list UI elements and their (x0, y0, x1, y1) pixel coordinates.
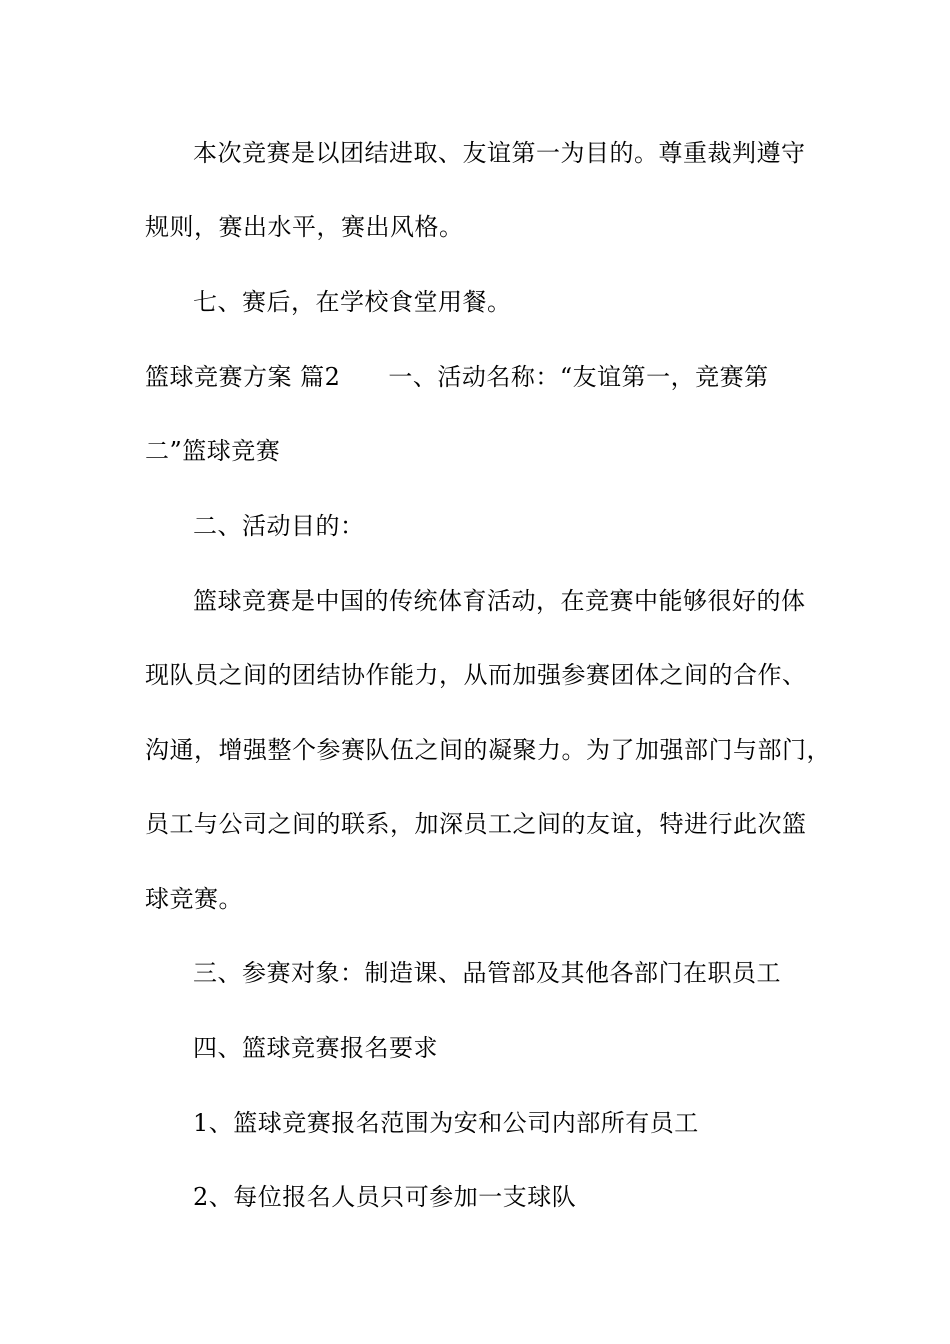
paragraph-line: 现队员之间的团结协作能力，从而加强参赛团体之间的合作、 (145, 661, 807, 689)
paragraph-line: 规则，赛出水平，赛出风格。 (145, 213, 464, 241)
paragraph-line: 员工与公司之间的联系，加深员工之间的友谊，特进行此次篮 (145, 810, 807, 838)
paragraph-line: 本次竞赛是以团结进取、友谊第一为目的。尊重裁判遵守 (193, 139, 806, 167)
paragraph-line: 二、活动目的： (193, 512, 365, 540)
paragraph-line: 篮球竞赛是中国的传统体育活动，在竞赛中能够很好的体 (193, 587, 806, 615)
paragraph-line: 球竞赛。 (145, 885, 243, 913)
paragraph-line: 四、篮球竞赛报名要求 (193, 1034, 438, 1062)
section-title: 篮球竞赛方案 篇2 (145, 363, 341, 391)
paragraph-line: 2、每位报名人员只可参加一支球队 (193, 1183, 577, 1211)
paragraph-line: 七、赛后，在学校食堂用餐。 (193, 288, 512, 316)
section-heading-line (145, 361, 835, 393)
paragraph-line: 沟通，增强整个参赛队伍之间的凝聚力。为了加强部门与部门， (145, 736, 831, 764)
paragraph-line: 二”篮球竞赛 (145, 437, 281, 465)
paragraph-line: 三、参赛对象：制造课、品管部及其他各部门在职员工 (193, 959, 781, 987)
paragraph-line: 1、篮球竞赛报名范围为安和公司内部所有员工 (193, 1109, 699, 1137)
paragraph-line: 一、活动名称：“友谊第一，竞赛第 (388, 363, 769, 391)
